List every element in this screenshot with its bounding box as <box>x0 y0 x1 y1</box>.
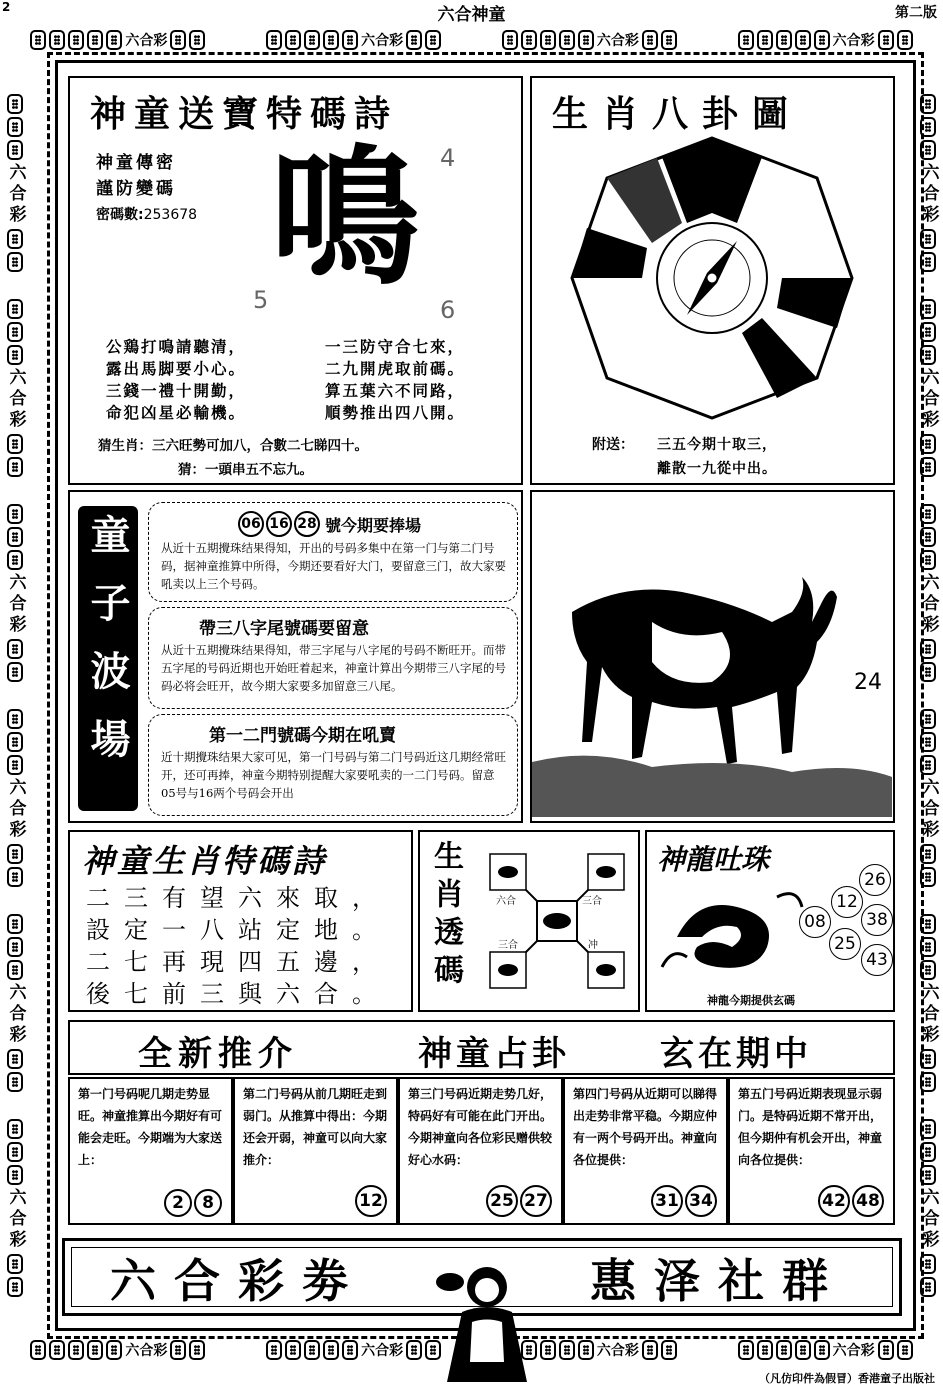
bagua-panel <box>530 76 895 485</box>
dice-icon <box>7 914 23 934</box>
dice-icon <box>878 30 894 50</box>
dice-icon <box>814 30 830 50</box>
zodiac-poem-line: 後七前三與六合。 <box>86 980 390 1008</box>
guess-line-2: 猜：一頭串五不忘九。 <box>178 462 313 478</box>
zodiac-poem-lines <box>86 882 390 1010</box>
gate-column-2 <box>233 1077 398 1225</box>
hot-number: 28 <box>294 511 320 537</box>
border-label: 六合彩 <box>596 1343 639 1359</box>
gate-number: 8 <box>194 1189 222 1217</box>
verse-line: 三錢一禮十開勤， <box>106 381 247 400</box>
gate-number: 25 <box>486 1185 518 1217</box>
hint-number-5: 5 <box>253 286 269 314</box>
dice-icon <box>68 30 84 50</box>
dice-icon <box>189 1340 205 1360</box>
dice-icon <box>7 844 23 864</box>
border-group <box>30 30 205 50</box>
gate-number: 2 <box>164 1189 192 1217</box>
dice-icon <box>189 30 205 50</box>
relation-label-tr: 三合 <box>582 896 602 907</box>
dice-icon <box>7 755 23 775</box>
pearl-number: 43 <box>861 944 893 976</box>
border-label: 六合彩 <box>5 367 26 431</box>
dice-icon <box>7 299 23 319</box>
pearl-number: 38 <box>861 904 893 936</box>
zodiac-poem-panel <box>68 830 413 1012</box>
banner-left-text: 六合彩劵 <box>110 1254 366 1308</box>
gate-number: 42 <box>818 1185 850 1217</box>
page-title: 六合神童 <box>437 5 506 25</box>
dice-icon <box>7 1254 23 1274</box>
pearl-number: 25 <box>829 928 861 960</box>
bagua-extra-line1: 三五今期十取三， <box>657 437 777 453</box>
goat-panel <box>530 490 895 823</box>
dice-icon <box>285 30 301 50</box>
border-group <box>502 30 677 50</box>
section-1-heading <box>237 511 421 537</box>
dice-icon <box>68 1340 84 1360</box>
dice-icon <box>540 30 556 50</box>
dice-icon <box>170 1340 186 1360</box>
border-group <box>7 914 24 1092</box>
verse-line: 順勢推出四八開。 <box>325 403 466 422</box>
pearl-number: 08 <box>799 906 831 938</box>
border-label: 六合彩 <box>918 572 939 636</box>
border-label: 六合彩 <box>125 33 168 49</box>
dice-icon <box>30 30 46 50</box>
dice-icon <box>425 30 441 50</box>
dragon-caption: 神龍今期提供玄碼 <box>707 994 795 1007</box>
hot-number: 06 <box>238 511 264 537</box>
dice-icon <box>7 1165 23 1185</box>
dice-icon <box>661 30 677 50</box>
dice-icon <box>7 94 23 114</box>
gate-numbers <box>163 1189 223 1217</box>
dice-icon <box>49 30 65 50</box>
dice-icon <box>266 1340 282 1360</box>
secret-line2: 謹防變碼 <box>96 179 176 199</box>
gate-column-4 <box>563 1077 728 1225</box>
border-label: 六合彩 <box>832 1343 875 1359</box>
code-value: 253678 <box>143 207 198 223</box>
verse-line: 二九開虎取前碼。 <box>325 359 466 378</box>
zodiac-poem-title: 神童生肖特碼詩 <box>82 842 328 880</box>
zodiac-poem-line: 二三有望六來取， <box>86 884 390 912</box>
top-border <box>0 26 943 54</box>
gate-number: 31 <box>651 1185 683 1217</box>
gate-number: 34 <box>685 1185 717 1217</box>
dice-icon <box>87 30 103 50</box>
bagua-extra-line2: 離散一九從中出。 <box>657 461 777 477</box>
dice-icon <box>897 30 913 50</box>
relation-label-br: 冲 <box>588 940 598 951</box>
dice-icon <box>7 937 23 957</box>
border-label: 六合彩 <box>5 777 26 841</box>
border-label: 六合彩 <box>361 33 404 49</box>
transparent-title: 生肖透碼 <box>428 840 463 992</box>
border-label: 六合彩 <box>5 982 26 1046</box>
verse-line: 一三防守合七來， <box>325 337 466 356</box>
border-label: 六合彩 <box>5 572 26 636</box>
border-label: 六合彩 <box>5 162 26 226</box>
dice-icon <box>7 1142 23 1162</box>
border-group <box>738 30 913 50</box>
zodiac-poem-line: 二七再現四五邊， <box>86 948 390 976</box>
dice-icon <box>7 960 23 980</box>
zodiac-cross-diagram <box>482 846 632 996</box>
verse-line: 露出馬脚要小心。 <box>106 359 247 378</box>
section-2-body: 从近十五期攪珠结果得知，带三字尾与八字尾的号码不断旺开。而带五字尾的号码近期也开始旺着起来，神童计算出今期带三八字尾的号码必将会旺开，故今期大家要多加留意三八尾。 <box>161 643 506 693</box>
dragon-illustration <box>657 877 807 987</box>
bagua-diagram <box>567 133 857 423</box>
dice-icon <box>7 117 23 137</box>
dice-icon <box>7 252 23 272</box>
section-3-body: 近十期攪珠结果大家可见，第一门号码与第二门号码近这几期经常旺开，还可再捧，神童今期特别提醒大家要吼卖的一二门号码。留意05号与16两个号码会开出 <box>161 750 506 800</box>
dice-icon <box>7 1277 23 1297</box>
dice-icon <box>7 322 23 342</box>
border-group <box>7 504 24 682</box>
border-label: 六合彩 <box>361 1343 404 1359</box>
border-group <box>266 30 441 50</box>
wave-side-title-text: 童子波場 <box>84 514 130 786</box>
dice-icon <box>7 709 23 729</box>
dice-icon <box>7 1072 23 1092</box>
gate-numbers <box>650 1185 718 1217</box>
dice-icon <box>7 140 23 160</box>
dice-icon <box>7 732 23 752</box>
wave-section-3 <box>148 714 518 816</box>
child-illustration <box>432 1262 542 1387</box>
border-label: 六合彩 <box>5 1187 26 1251</box>
border-label: 六合彩 <box>918 367 939 431</box>
dice-icon <box>757 30 773 50</box>
dice-icon <box>406 30 422 50</box>
border-group <box>7 94 24 272</box>
pearl-number: 12 <box>831 886 863 918</box>
dice-icon <box>406 1340 422 1360</box>
bagua-extra-label: 附送： <box>592 437 634 453</box>
transparent-panel <box>418 830 640 1012</box>
zodiac-poem-line: 設定一八站定地。 <box>86 916 390 944</box>
poem-left-verse <box>106 336 246 424</box>
gate-column-1 <box>68 1077 233 1225</box>
gate-numbers <box>354 1185 388 1217</box>
dice-icon <box>106 1340 122 1360</box>
pearl-number: 26 <box>859 864 891 896</box>
border-group <box>30 1340 205 1360</box>
dice-icon <box>521 30 537 50</box>
gate-text: 第四门号码从近期可以睇得出走势非常平稳。今期应仲有一两个号码开出。神童向各位提供： <box>573 1087 718 1167</box>
footer-publisher: （凡仿印件為假冒）香港童子出版社 <box>759 1372 935 1385</box>
dice-icon <box>30 1340 46 1360</box>
dice-icon <box>106 30 122 50</box>
dice-icon <box>814 1340 830 1360</box>
dice-icon <box>304 30 320 50</box>
big-character: 鳴 <box>270 130 421 306</box>
section-1-body: 从近十五期攪珠结果得知，开出的号码多集中在第一门与第二门号码，据神童推算中所得，今期还要看好大门，要留意三门，故大家要吼卖以上三个号码。 <box>161 541 506 591</box>
bagua-title: 生肖八卦圖 <box>552 93 803 135</box>
verse-line: 公鶏打鳴請聽清， <box>106 337 247 356</box>
dice-icon <box>342 1340 358 1360</box>
dice-icon <box>170 30 186 50</box>
border-label: 六合彩 <box>918 777 939 841</box>
dice-icon <box>7 345 23 365</box>
dice-icon <box>795 1340 811 1360</box>
poem-title: 神童送寶特碼詩 <box>90 93 399 135</box>
border-label: 六合彩 <box>918 162 939 226</box>
gate-numbers <box>817 1185 885 1217</box>
page-margin-digit: 2 <box>2 0 11 14</box>
section-1-title: 號今期要捧場 <box>325 515 422 535</box>
goat-number: 24 <box>854 670 882 695</box>
border-group <box>266 1340 441 1360</box>
left-border <box>2 80 28 1310</box>
dice-icon <box>776 30 792 50</box>
relation-label-bl: 三合 <box>498 940 518 951</box>
wave-section-2 <box>148 607 518 709</box>
verse-line: 算五葉六不同路， <box>325 381 466 400</box>
border-label: 六合彩 <box>125 1343 168 1359</box>
poem-panel <box>68 76 523 485</box>
hot-number: 16 <box>266 511 292 537</box>
dice-icon <box>7 527 23 547</box>
dice-icon <box>49 1340 65 1360</box>
dice-icon <box>266 30 282 50</box>
dice-icon <box>738 30 754 50</box>
dragon-title: 神龍吐珠 <box>657 843 770 876</box>
hint-number-6: 6 <box>440 296 456 324</box>
dice-icon <box>559 30 575 50</box>
dice-icon <box>323 1340 339 1360</box>
dice-icon <box>285 1340 301 1360</box>
gate-column-5 <box>728 1077 895 1225</box>
dice-icon <box>7 504 23 524</box>
border-group <box>7 1119 24 1297</box>
dice-icon <box>795 30 811 50</box>
section-3-title: 第一二門號碼今期在吼賣 <box>209 726 396 746</box>
gate-text: 第一门号码呢几期走势显旺。神童推算出今期好有可能会走旺。今期端为大家送上： <box>78 1087 223 1167</box>
dice-icon <box>7 434 23 454</box>
gate-text: 第五门号码近期表现显示弱门。是特码近期不常开出，但今期仲有机会开出，神童向各位提供： <box>738 1087 883 1167</box>
dice-icon <box>7 867 23 887</box>
hint-number-4: 4 <box>440 144 456 172</box>
wave-panel <box>68 490 523 823</box>
dice-icon <box>7 662 23 682</box>
dice-icon <box>7 1049 23 1069</box>
dice-icon <box>87 1340 103 1360</box>
banner-right-text: 惠泽社群 <box>590 1254 846 1308</box>
dice-icon <box>323 30 339 50</box>
dice-icon <box>878 1340 894 1360</box>
edition-label: 第二版 <box>895 5 937 21</box>
section-2-title: 帶三八字尾號碼要留意 <box>199 619 369 639</box>
relation-label-tl: 六合 <box>496 896 516 907</box>
dice-icon <box>342 30 358 50</box>
border-group <box>738 1340 913 1360</box>
gate-number: 27 <box>520 1185 552 1217</box>
border-label: 六合彩 <box>596 33 639 49</box>
dice-icon <box>7 229 23 249</box>
border-label: 六合彩 <box>918 1187 939 1251</box>
secret-line1: 神童傳密 <box>96 153 176 173</box>
gate-number: 48 <box>852 1185 884 1217</box>
dragon-panel <box>645 830 895 1012</box>
dice-icon <box>7 457 23 477</box>
dice-icon <box>738 1340 754 1360</box>
dice-icon <box>642 30 658 50</box>
dice-icon <box>642 1340 658 1360</box>
dice-icon <box>661 1340 677 1360</box>
recommend-title-3: 玄在期中 <box>660 1034 812 1074</box>
gate-text: 第二门号码从前几期旺走到弱门。从推算中得出：今期还会开弱，神童可以向大家推介： <box>243 1087 388 1167</box>
dice-icon <box>578 30 594 50</box>
dice-icon <box>897 1340 913 1360</box>
dice-icon <box>578 1340 594 1360</box>
guess-line-1: 猜生肖：三六旺勢可加八，合數二七睇四十。 <box>98 438 368 454</box>
goat-illustration <box>532 572 892 817</box>
dice-icon <box>7 639 23 659</box>
gate-number: 12 <box>355 1185 387 1217</box>
code-label: 密碼數: <box>96 207 144 223</box>
border-label: 六合彩 <box>832 33 875 49</box>
verse-line: 命犯凶星必輸機。 <box>106 403 247 422</box>
dice-icon <box>502 30 518 50</box>
dice-icon <box>540 1340 556 1360</box>
poem-right-verse <box>325 336 465 424</box>
dice-icon <box>7 550 23 570</box>
wave-section-1 <box>148 502 518 602</box>
dice-icon <box>304 1340 320 1360</box>
gate-text: 第三门号码近期走势几好，特码好有可能在此门开出。今期神童向各位彩民赠供较好心水码： <box>408 1087 553 1167</box>
recommend-title-1: 全新推介 <box>138 1034 298 1074</box>
dice-icon <box>7 1119 23 1139</box>
gate-numbers <box>485 1185 553 1217</box>
dice-icon <box>757 1340 773 1360</box>
dice-icon <box>776 1340 792 1360</box>
border-label: 六合彩 <box>918 982 939 1046</box>
border-group <box>7 299 24 477</box>
border-group <box>7 709 24 887</box>
recommend-title-2: 神童占卦 <box>418 1034 570 1074</box>
secret-code <box>96 204 197 224</box>
gate-column-3 <box>398 1077 563 1225</box>
dice-icon <box>559 1340 575 1360</box>
